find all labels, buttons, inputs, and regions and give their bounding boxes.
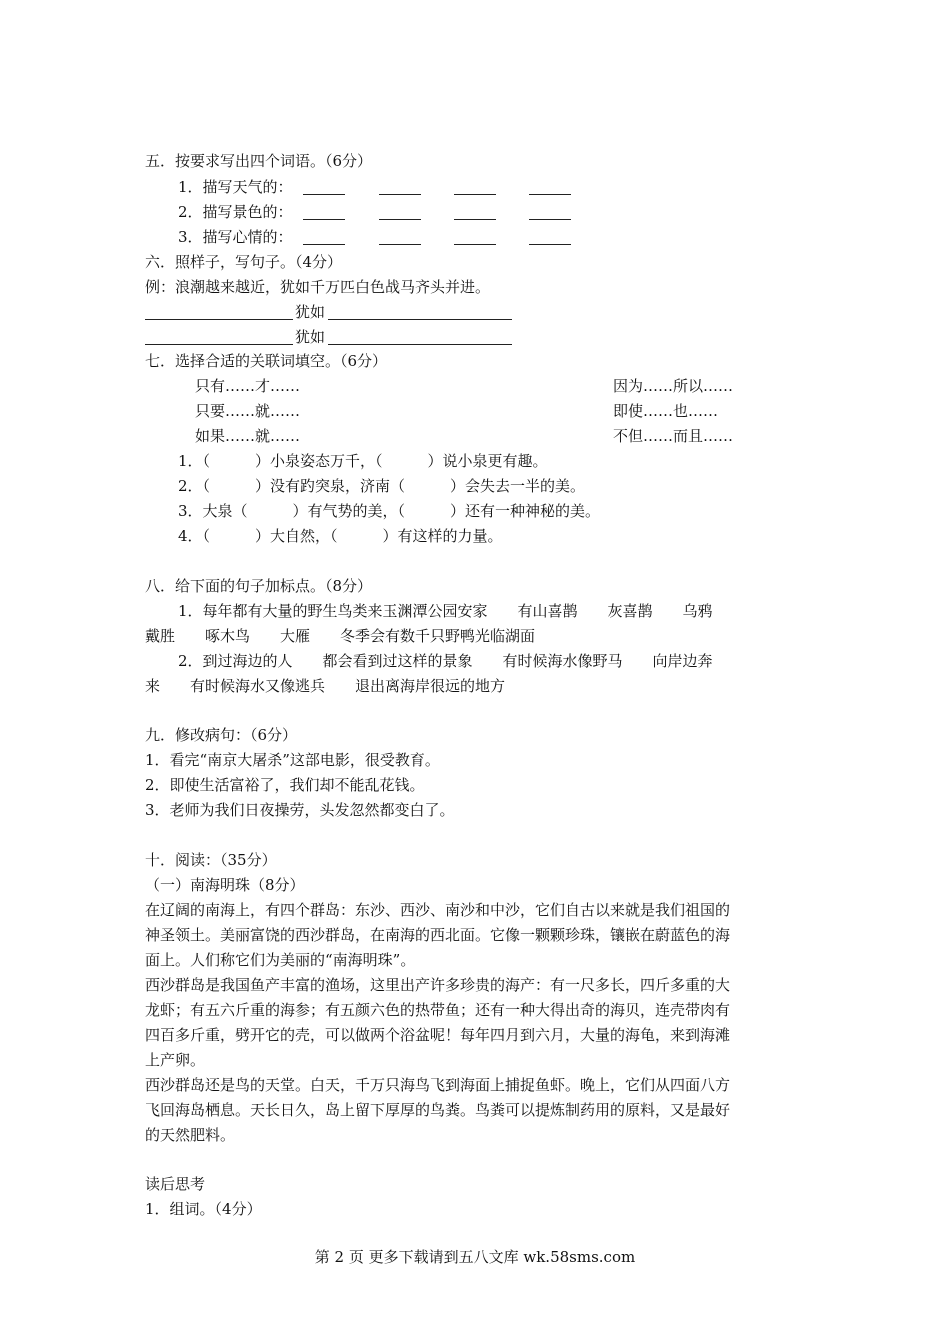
section5-title: 五．按要求写出四个词语。（6分） bbox=[145, 152, 373, 170]
answer-blank[interactable] bbox=[303, 244, 345, 245]
section7-title: 七．选择合适的关联词填空。（6分） bbox=[145, 352, 388, 370]
sec6-connector: 犹如 bbox=[295, 303, 326, 321]
answer-blank[interactable] bbox=[454, 194, 496, 195]
answer-blank[interactable] bbox=[379, 219, 421, 220]
conjunction-option: 如果……就…… bbox=[195, 427, 301, 445]
answer-blank[interactable] bbox=[529, 194, 571, 195]
reading-line: 上产卵。 bbox=[145, 1051, 206, 1069]
conjunction-option: 即使……也…… bbox=[613, 402, 719, 420]
answer-blank[interactable] bbox=[145, 344, 293, 345]
sec8-line: 1．每年都有大量的野生鸟类来玉渊潭公园安家 有山喜鹊 灰喜鹊 乌鸦 bbox=[178, 602, 713, 620]
sec7-question-4: 4．（ ）大自然，（ ）有这样的力量。 bbox=[178, 527, 503, 545]
sec5-item-2: 2．描写景色的： bbox=[178, 203, 293, 221]
section9-title: 九．修改病句：（6分） bbox=[145, 726, 298, 744]
answer-blank[interactable] bbox=[328, 344, 512, 345]
sec9-item-3: 3．老师为我们日夜操劳，头发忽然都变白了。 bbox=[145, 801, 455, 819]
answer-blank[interactable] bbox=[303, 219, 345, 220]
conjunction-option: 只有……才…… bbox=[195, 377, 301, 395]
answer-blank[interactable] bbox=[529, 219, 571, 220]
sec9-item-2: 2．即使生活富裕了，我们却不能乱花钱。 bbox=[145, 776, 425, 794]
reading-line: 神圣领土。美丽富饶的西沙群岛，在南海的西北面。它像一颗颗珍珠，镶嵌在蔚蓝色的海 bbox=[145, 926, 731, 944]
answer-blank[interactable] bbox=[379, 244, 421, 245]
after-reading-title: 读后思考 bbox=[145, 1175, 206, 1193]
sec8-line: 2．到过海边的人 都会看到过这样的景象 有时候海水像野马 向岸边奔 bbox=[178, 652, 713, 670]
sec9-item-1: 1．看完“南京大屠杀”这部电影，很受教育。 bbox=[145, 751, 440, 769]
sec8-line: 戴胜 啄木鸟 大雁 冬季会有数千只野鸭光临湖面 bbox=[145, 627, 536, 645]
sec5-item-3: 3．描写心情的： bbox=[178, 228, 293, 246]
sec10-question-1: 1．组词。（4分） bbox=[145, 1200, 262, 1218]
reading-line: 的天然肥料。 bbox=[145, 1126, 236, 1144]
sec7-question-3: 3．大泉（ ）有气势的美，（ ）还有一种神秘的美。 bbox=[178, 502, 601, 520]
reading-line: 西沙群岛是我国鱼产丰富的渔场，这里出产许多珍贵的海产：有一尺多长，四斤多重的大 bbox=[145, 976, 731, 994]
section6-title: 六．照样子，写句子。（4分） bbox=[145, 253, 343, 271]
reading-subtitle: （一）南海明珠（8分） bbox=[145, 876, 305, 894]
reading-line: 面上。人们称它们为美丽的“南海明珠”。 bbox=[145, 951, 416, 969]
sec6-example: 例：浪潮越来越近，犹如千万匹白色战马齐头并进。 bbox=[145, 278, 491, 296]
answer-blank[interactable] bbox=[454, 244, 496, 245]
conjunction-option: 不但……而且…… bbox=[613, 427, 734, 445]
answer-blank[interactable] bbox=[145, 319, 293, 320]
sec5-item-1: 1．描写天气的： bbox=[178, 178, 293, 196]
conjunction-option: 因为……所以…… bbox=[613, 377, 734, 395]
sec7-question-1: 1．（ ）小泉姿态万千，（ ）说小泉更有趣。 bbox=[178, 452, 548, 470]
answer-blank[interactable] bbox=[529, 244, 571, 245]
section8-title: 八．给下面的句子加标点。（8分） bbox=[145, 577, 373, 595]
answer-blank[interactable] bbox=[328, 319, 512, 320]
answer-blank[interactable] bbox=[303, 194, 345, 195]
sec7-question-2: 2．（ ）没有趵突泉，济南（ ）会失去一半的美。 bbox=[178, 477, 586, 495]
answer-blank[interactable] bbox=[454, 219, 496, 220]
sec8-line: 来 有时候海水又像逃兵 退出离海岸很远的地方 bbox=[145, 677, 506, 695]
conjunction-option: 只要……就…… bbox=[195, 402, 301, 420]
reading-line: 龙虾；有五六斤重的海参；有五颜六色的热带鱼；还有一种大得出奇的海贝，连壳带肉有 bbox=[145, 1001, 731, 1019]
section10-title: 十．阅读：（35分） bbox=[145, 851, 277, 869]
sec6-connector: 犹如 bbox=[295, 328, 326, 346]
page-footer: 第 2 页 更多下载请到五八文库 wk.58sms.com bbox=[314, 1248, 636, 1266]
answer-blank[interactable] bbox=[379, 194, 421, 195]
reading-line: 四百多斤重，劈开它的壳，可以做两个浴盆呢！每年四月到六月，大量的海龟，来到海滩 bbox=[145, 1026, 731, 1044]
reading-line: 西沙群岛还是鸟的天堂。白天，千万只海鸟飞到海面上捕捉鱼虾。晚上，它们从四面八方 bbox=[145, 1076, 731, 1094]
reading-line: 飞回海岛栖息。天长日久，岛上留下厚厚的鸟粪。鸟粪可以提炼制药用的原料，又是最好 bbox=[145, 1101, 731, 1119]
reading-line: 在辽阔的南海上，有四个群岛：东沙、西沙、南沙和中沙，它们自古以来就是我们祖国的 bbox=[145, 901, 731, 919]
